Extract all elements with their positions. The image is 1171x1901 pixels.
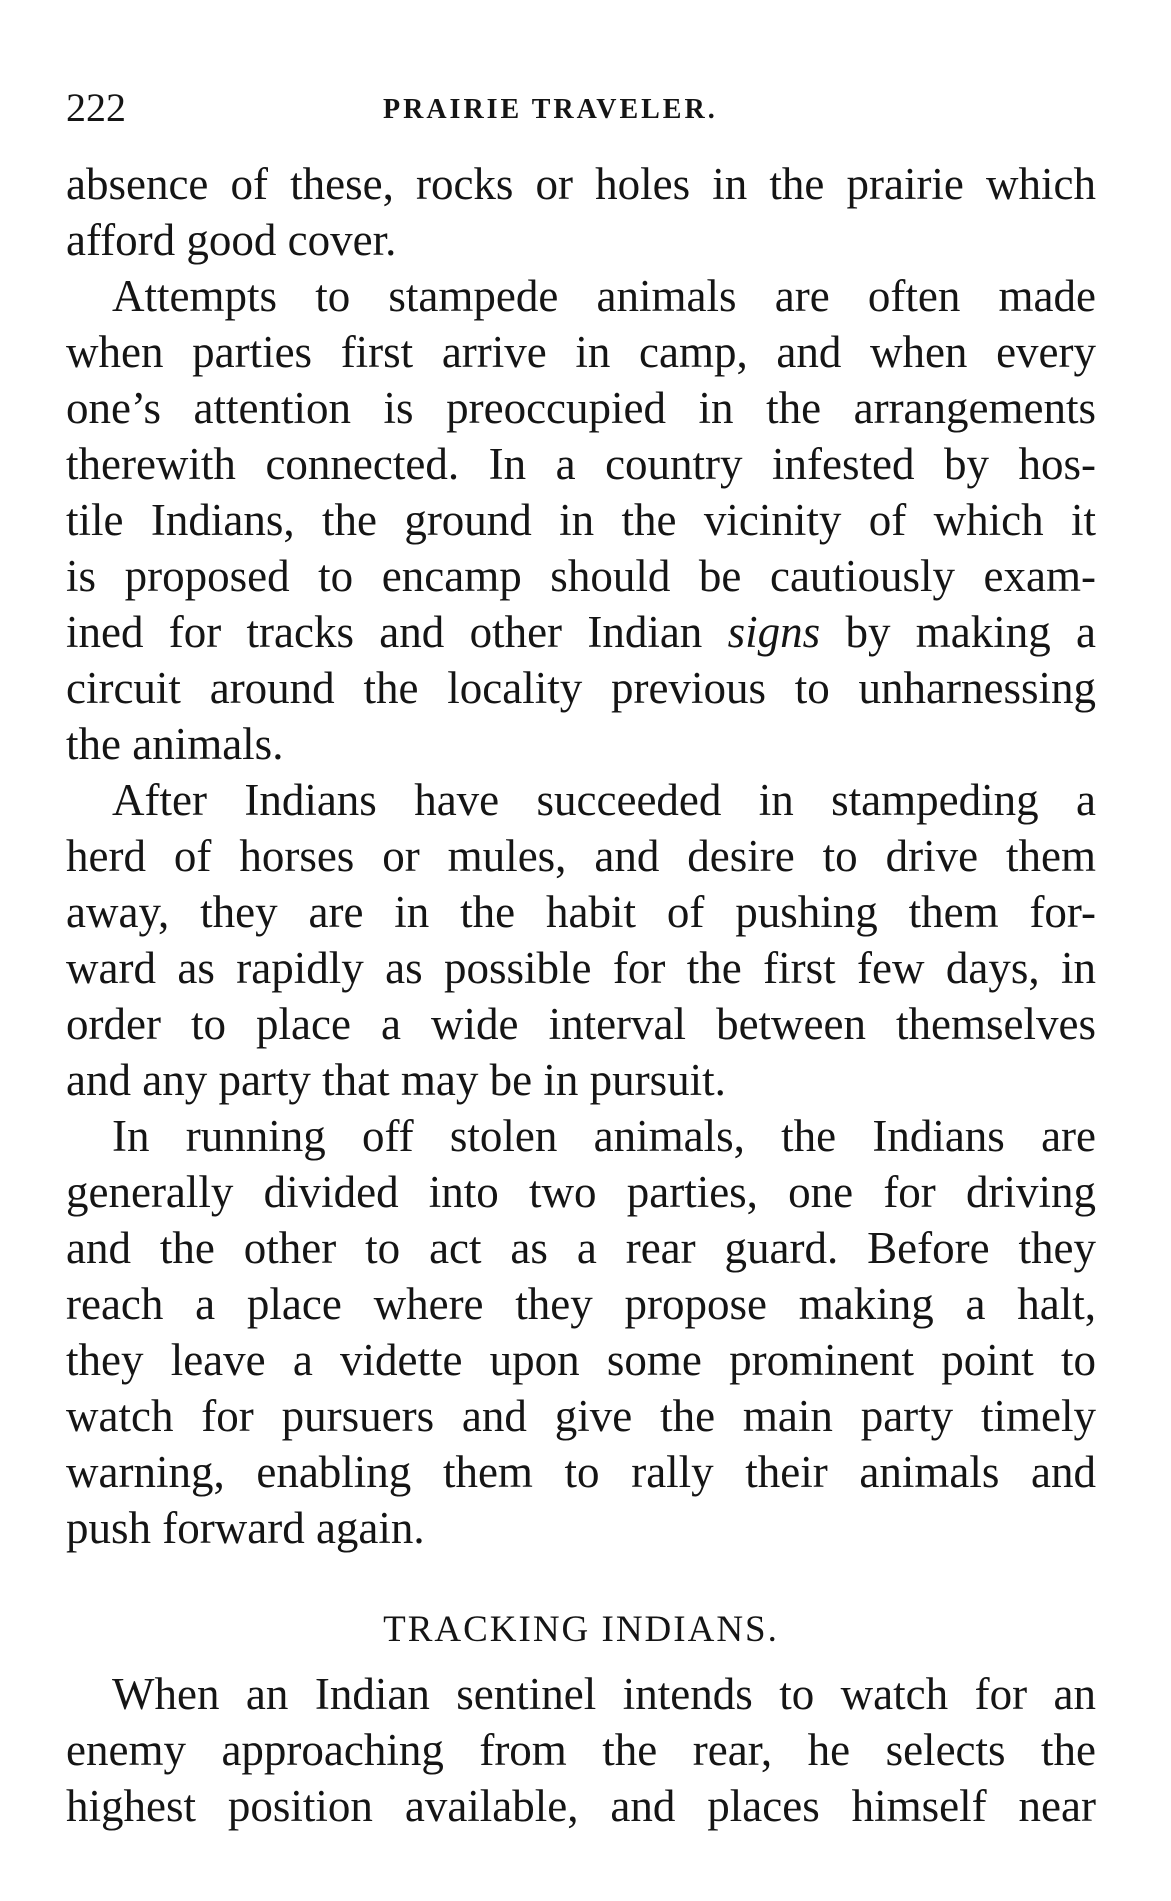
paragraph-1 [66, 156, 1096, 268]
text-line: and the other to act as a rear guard. Before they [66, 1223, 1096, 1273]
text-line: order to place a wide interval between themselves [66, 999, 1096, 1049]
text-line: away, they are in the habit of pushing them for- [66, 887, 1096, 937]
text-line: tile Indians, the ground in the vicinity of which it [66, 495, 1096, 545]
text-line: circuit around the locality previous to unharnessing [66, 663, 1096, 713]
text-line: enemy approaching from the rear, he selects the [66, 1725, 1096, 1775]
text-segment: by making a [820, 607, 1096, 657]
text-line: when parties first arrive in camp, and when every [66, 327, 1096, 377]
text-line: generally divided into two parties, one for driving [66, 1167, 1096, 1217]
paragraph-4 [66, 1108, 1096, 1556]
text-line: absence of these, rocks or holes in the prairie which [66, 159, 1096, 209]
section-heading: TRACKING INDIANS. [383, 1609, 779, 1650]
text-line: Attempts to stampede animals are often made [112, 271, 1096, 321]
paragraph-5 [66, 1666, 1096, 1834]
text-line: watch for pursuers and give the main party timely [66, 1391, 1096, 1441]
paragraph-2 [66, 268, 1096, 772]
text-line: is proposed to encamp should be cautiously exam- [66, 551, 1096, 601]
text-line: When an Indian sentinel intends to watch for an [112, 1669, 1096, 1719]
paragraph-3 [66, 772, 1096, 1108]
text-line: ward as rapidly as possible for the first few days, in [66, 943, 1096, 993]
text-line: one’s attention is preoccupied in the arrangements [66, 383, 1096, 433]
text-line: and any party that may be in pursuit. [66, 1055, 726, 1105]
running-head [66, 86, 1096, 130]
text-line: herd of horses or mules, and desire to drive them [66, 831, 1096, 881]
body-text [66, 156, 1096, 1834]
text-segment: ined for tracks and other Indian [66, 607, 728, 657]
page-number: 222 [66, 85, 126, 130]
running-title: PRAIRIE TRAVELER. [383, 94, 718, 125]
text-line: reach a place where they propose making a halt, [66, 1279, 1096, 1329]
italic-word: signs [727, 607, 821, 657]
text-line [66, 604, 1096, 660]
text-line: afford good cover. [66, 215, 397, 265]
text-line: push forward again. [66, 1503, 425, 1553]
text-line: After Indians have succeeded in stampeding a [112, 775, 1096, 825]
text-line: highest position available, and places himself near [66, 1781, 1096, 1831]
text-line: In running off stolen animals, the Indians are [112, 1111, 1096, 1161]
text-line: therewith connected. In a country infested by hos- [66, 439, 1096, 489]
text-line: the animals. [66, 719, 284, 769]
text-line: warning, enabling them to rally their animals and [66, 1447, 1096, 1497]
text-line: they leave a vidette upon some prominent point to [66, 1335, 1096, 1385]
